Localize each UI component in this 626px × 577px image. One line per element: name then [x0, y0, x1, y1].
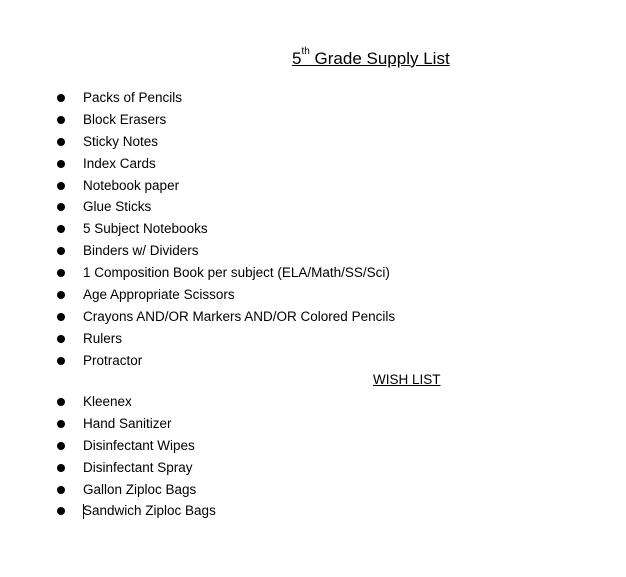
- bullet-icon: [57, 507, 65, 515]
- bullet-icon: [57, 420, 65, 428]
- title-number: 5: [292, 49, 302, 68]
- list-item-text: Notebook paper: [83, 177, 180, 193]
- list-item-text: Crayons AND/OR Markers AND/OR Colored Pencils: [83, 308, 396, 324]
- bullet-icon: [57, 442, 65, 450]
- list-item: [0, 306, 395, 328]
- title-superscript: th: [301, 46, 310, 58]
- bullet-icon: [57, 335, 65, 343]
- list-item: [0, 109, 395, 131]
- list-item-text: Kleenex: [83, 394, 132, 409]
- bullet-icon: [57, 357, 65, 365]
- bullet-icon: [57, 398, 65, 406]
- list-item: [0, 218, 395, 240]
- list-item-text: Index Cards: [83, 155, 156, 171]
- list-item-text: Rulers: [83, 330, 123, 346]
- list-item: [0, 175, 395, 197]
- list-item: [0, 196, 395, 218]
- bullet-icon: [57, 160, 65, 168]
- list-item: [0, 131, 395, 153]
- list-item-text: Disinfectant Spray: [83, 459, 193, 475]
- bullet-icon: [57, 182, 65, 190]
- list-item-text: Age Appropriate Scissors: [83, 287, 235, 303]
- list-item-text: Disinfectant Wipes: [83, 437, 195, 453]
- bullet-icon: [57, 464, 65, 472]
- list-item: [0, 479, 216, 501]
- list-item: [0, 457, 216, 479]
- supply-list: [0, 87, 395, 372]
- bullet-icon: [57, 291, 65, 299]
- list-item: [0, 350, 395, 372]
- list-item: [0, 413, 216, 435]
- list-item-text: 1 Composition Book per subject (ELA/Math/SS/Sci): [83, 265, 390, 281]
- wish-list-heading: WISH LIST: [373, 372, 441, 387]
- bullet-icon: [57, 313, 65, 321]
- list-item: [0, 284, 395, 306]
- list-item-text: Glue Sticks: [83, 199, 152, 215]
- list-item: [0, 262, 395, 284]
- wish-list: [0, 391, 216, 522]
- bullet-icon: [57, 94, 65, 102]
- list-item: [0, 240, 395, 262]
- list-item-text: Protractor: [83, 352, 143, 368]
- bullet-icon: [57, 247, 65, 255]
- bullet-icon: [57, 225, 65, 233]
- list-item-text: Block Erasers: [83, 111, 167, 127]
- bullet-icon: [57, 116, 65, 124]
- bullet-icon: [57, 138, 65, 146]
- list-item: [0, 500, 216, 522]
- list-item: [0, 435, 216, 457]
- list-item: [0, 153, 395, 175]
- list-item: [0, 87, 395, 109]
- list-item-text: Packs of Pencils: [83, 90, 183, 105]
- list-item: [0, 328, 395, 350]
- title-text: Grade Supply List: [309, 49, 450, 68]
- bullet-icon: [57, 269, 65, 277]
- page-title: [292, 48, 450, 70]
- list-item-text: Hand Sanitizer: [83, 415, 172, 431]
- list-item-text: 5 Subject Notebooks: [83, 221, 208, 237]
- bullet-icon: [57, 203, 65, 211]
- list-item-text: Sticky Notes: [83, 133, 159, 149]
- list-item-text: Sandwich Ziploc Bags: [83, 503, 216, 519]
- list-item: [0, 391, 216, 413]
- list-item-text: Gallon Ziploc Bags: [83, 481, 197, 497]
- list-item-text: Binders w/ Dividers: [83, 243, 199, 259]
- bullet-icon: [57, 486, 65, 494]
